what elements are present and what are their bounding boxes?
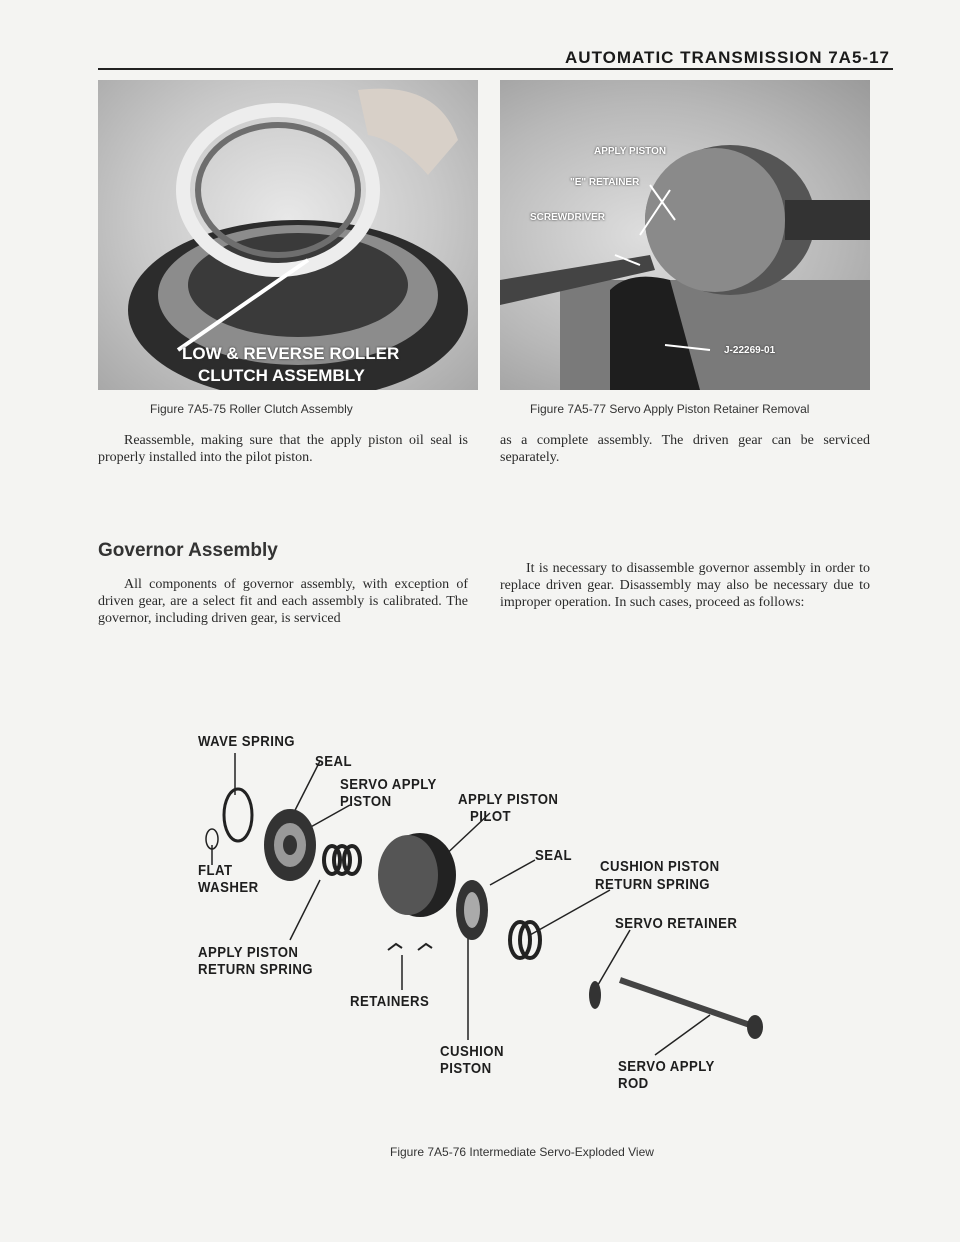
label-clutch-assembly: CLUTCH ASSEMBLY: [198, 366, 365, 385]
header-rule: [98, 68, 893, 70]
label-low-reverse-roller: LOW & REVERSE ROLLER: [182, 344, 400, 363]
label-apply-piston: APPLY PISTON: [594, 146, 667, 157]
servo-removal-illustration: [500, 80, 870, 390]
label-flat-washer-2: WASHER: [198, 879, 259, 896]
section-heading-governor: Governor Assembly: [98, 540, 278, 561]
label-retainers: RETAINERS: [350, 993, 430, 1010]
diagram-intermediate-servo: [190, 725, 790, 1145]
label-servo-apply-piston-1: SERVO APPLY: [340, 776, 437, 793]
label-servo-apply-rod-1: SERVO APPLY: [618, 1058, 715, 1075]
servo-exploded-drawing: [190, 725, 790, 1145]
label-cushion-return-2: RETURN SPRING: [595, 876, 711, 893]
label-wave-spring: WAVE SPRING: [198, 733, 296, 750]
photo-roller-clutch: [98, 80, 478, 390]
label-cushion-return-1: CUSHION PISTON: [600, 858, 720, 875]
label-apply-return-1: APPLY PISTON: [198, 944, 299, 961]
label-servo-retainer: SERVO RETAINER: [615, 915, 738, 932]
caption-fig77: Figure 7A5-77 Servo Apply Piston Retainer Removal: [530, 402, 810, 416]
left-paragraph-2: All components of governor assembly, with exception of driven gear, are a select fit and each assembly is calibrated. The governor, including driven gear, is serviced: [98, 577, 468, 626]
right-paragraph-1: as a complete assembly. The driven gear can be serviced separately.: [500, 433, 870, 465]
label-screwdriver: SCREWDRIVER: [530, 212, 606, 223]
label-servo-apply-piston-2: PISTON: [340, 793, 392, 810]
left-paragraph-1: Reassemble, making sure that the apply piston oil seal is properly installed into the pilot piston.: [98, 433, 468, 465]
label-cushion-piston-1: CUSHION: [440, 1043, 504, 1060]
label-cushion-piston-2: PISTON: [440, 1060, 492, 1077]
label-flat-washer-1: FLAT: [198, 862, 233, 879]
label-tool-number: J-22269-01: [724, 345, 776, 356]
label-servo-apply-rod-2: ROD: [618, 1075, 649, 1092]
label-apply-return-2: RETURN SPRING: [198, 961, 314, 978]
label-apply-piston-pilot-2: PILOT: [470, 808, 512, 825]
right-paragraph-2: It is necessary to disassemble governor assembly in order to replace driven gear. Disassembly may also be necessary due to improper operation. In such cases, proceed as follows:: [500, 561, 870, 610]
caption-fig76: Figure 7A5-76 Intermediate Servo-Exploded View: [390, 1145, 654, 1159]
label-apply-piston-pilot-1: APPLY PISTON: [458, 791, 559, 808]
label-seal-top: SEAL: [315, 753, 352, 770]
label-seal-mid: SEAL: [535, 847, 572, 864]
label-e-retainer: "E" RETAINER: [570, 177, 640, 188]
page-header: AUTOMATIC TRANSMISSION 7A5-17: [565, 48, 890, 67]
photo-servo-retainer-removal: [500, 80, 870, 390]
caption-fig75: Figure 7A5-75 Roller Clutch Assembly: [150, 402, 353, 416]
